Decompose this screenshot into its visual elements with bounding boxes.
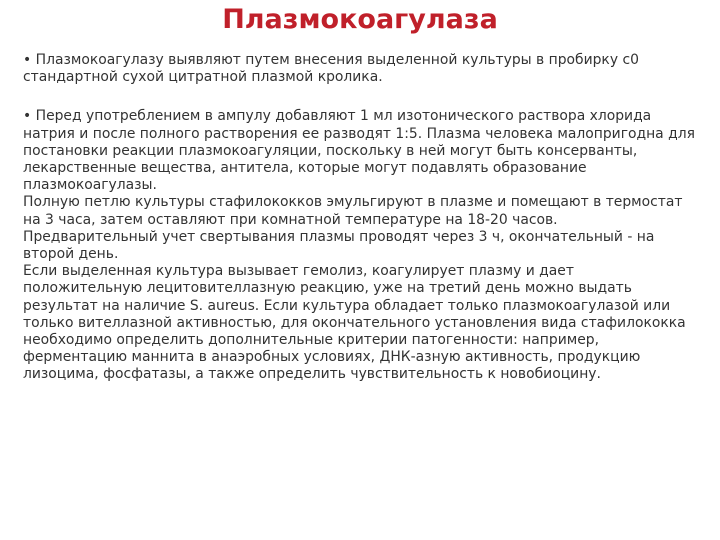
paragraph-3	[23, 194, 695, 263]
bullet-paragraph-1	[23, 52, 695, 86]
bullet-marker: •	[23, 108, 32, 125]
paragraph-text-1: Плазмокоагулазу выявляют путем внесения выделенной культуры в пробирку с0 стандартной сухой цитратной плазмой кролика.	[23, 52, 639, 86]
paragraph-text-2: Перед употреблением в ампулу добавляют 1 мл изотонического раствора хлорида натрия и после полного растворения ее разводят 1:5. Плазма человека малопригодна для постановки реакции плазмокоагуляции, поскольку в ней могут быть консерванты, лекарственные вещества, антитела, которые могут подавлять образование плазмокоагулазы.	[23, 108, 695, 194]
bullet-paragraph-2	[23, 108, 695, 194]
bullet-marker: •	[23, 52, 32, 68]
paragraph-text-4: Если выделенная культура вызывает гемолиз, коагулирует плазму и дает положительную лецитовителлазную реакцию, уже на третий день можно выдать результат на наличие S. aureus. Если культура обладает только плазмокоагулазой или только вителлазной активностью, для окончательного установления вида стафилококка необходимо определить дополнительные критерии патогенности: например, ферментацию маннита в анаэробных условиях, ДНК-азную активность, продукцию лизоцима, фосфатазы, а также определить чувствительность к новобиоцину.	[23, 263, 686, 383]
slide-title: Плазмокоагулаза	[222, 4, 498, 35]
paragraph-4	[23, 263, 695, 383]
paragraph-text-3: Полную петлю культуры стафилококков эмульгируют в плазме и помещают в термостат на 3 часа, затем оставляют при комнатной температуре на 18-20 часов. Предварительный учет свертывания плазмы проводят через 3 ч, окончательный - на второй день.	[23, 194, 683, 263]
slide-body	[23, 52, 695, 384]
